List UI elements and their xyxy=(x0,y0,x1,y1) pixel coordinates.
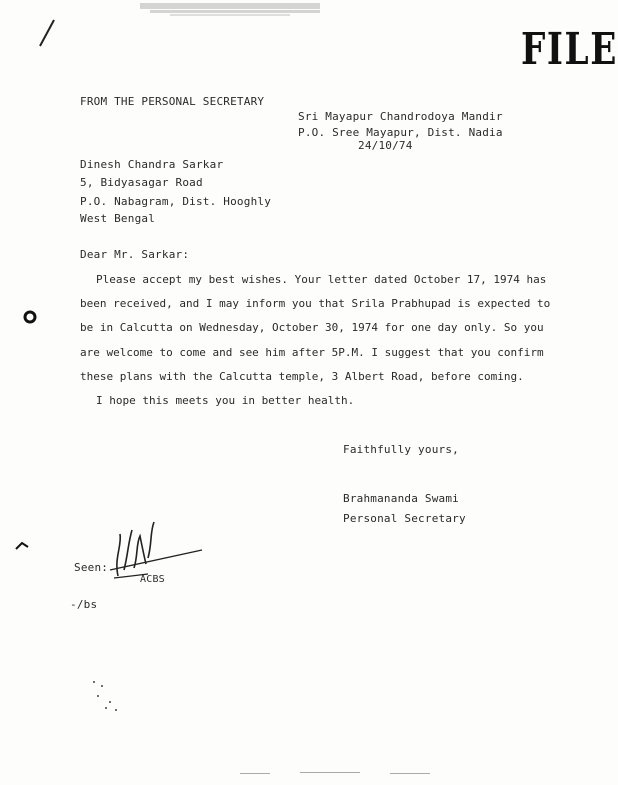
recipient-address-2: P.O. Nabagram, Dist. Hooghly xyxy=(80,195,272,208)
body-paragraph-2: I hope this meets you in better health. xyxy=(96,394,355,407)
body-line-1: Please accept my best wishes. Your letter dated October 17, 1974 has xyxy=(96,273,547,286)
valediction: Faithfully yours, xyxy=(343,443,459,456)
org-line-2: P.O. Sree Mayapur, Dist. Nadia xyxy=(298,126,503,139)
recipient-address-3: West Bengal xyxy=(80,212,156,225)
from-line: FROM THE PERSONAL SECRETARY xyxy=(80,95,265,108)
body-line-5: these plans with the Calcutta temple, 3 Albert Road, before coming. xyxy=(80,370,524,383)
org-line-1: Sri Mayapur Chandrodoya Mandir xyxy=(298,110,503,123)
file-stamp: FILE xyxy=(521,24,618,75)
signatory-title: Personal Secretary xyxy=(343,512,466,525)
body-line-2: been received, and I may inform you that Srila Prabhupad is expected to xyxy=(80,297,551,310)
stray-mark-left xyxy=(14,540,30,552)
letter-date: 24/10/74 xyxy=(358,139,413,152)
salutation: Dear Mr. Sarkar: xyxy=(80,248,190,261)
body-line-4: are welcome to come and see him after 5P.M. I suggest that you confirm xyxy=(80,346,544,359)
scan-noise-bottom xyxy=(88,676,128,716)
signatory-name: Brahmananda Swami xyxy=(343,492,459,505)
recipient-address-1: 5, Bidyasagar Road xyxy=(80,176,203,189)
recipient-name: Dinesh Chandra Sarkar xyxy=(80,158,224,171)
pen-slash-mark xyxy=(36,18,58,50)
signature-initials: ACBS xyxy=(140,574,165,585)
seen-label: Seen: xyxy=(74,561,109,574)
typist-reference: -/bs xyxy=(70,598,98,611)
body-line-3: be in Calcutta on Wednesday, October 30, 1974 for one day only. So you xyxy=(80,321,544,334)
scan-noise-top xyxy=(140,0,330,22)
scan-noise-footer xyxy=(240,770,440,778)
punch-hole-mark xyxy=(22,309,38,325)
